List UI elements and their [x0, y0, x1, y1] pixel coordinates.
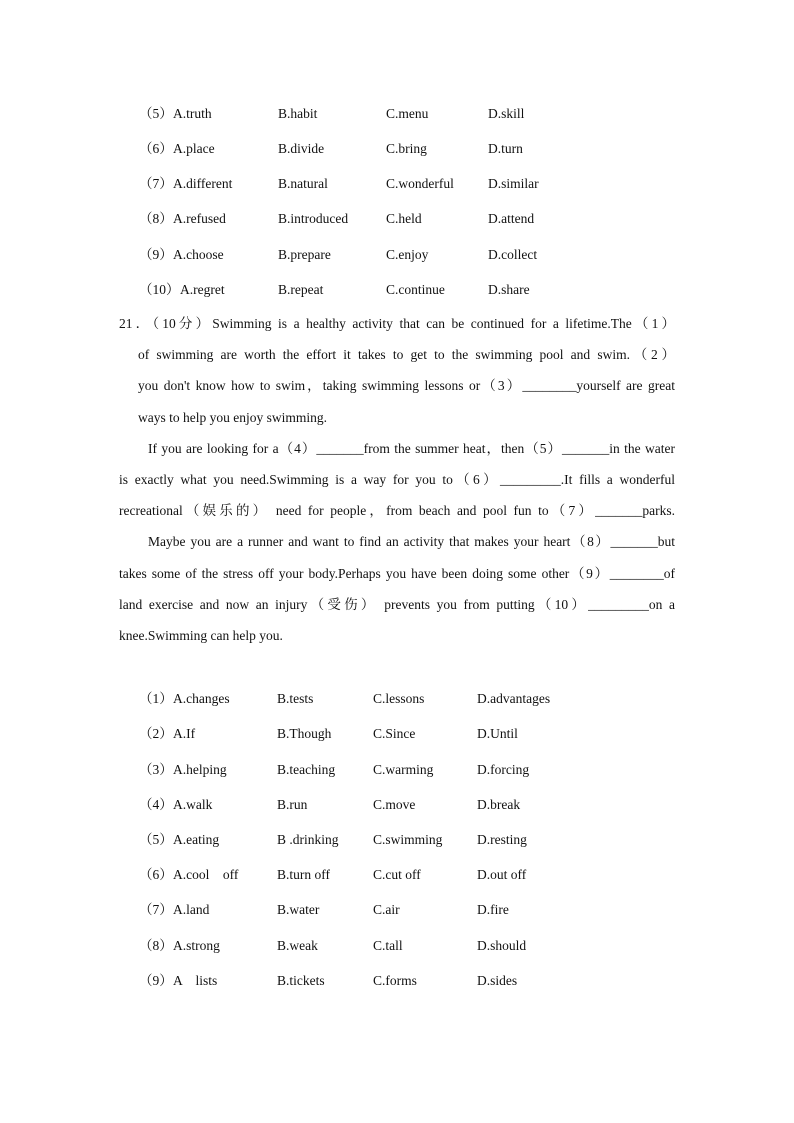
option-number: （8） [139, 211, 173, 226]
option-number: （2） [139, 726, 173, 741]
option-number: （6） [139, 141, 173, 156]
option-c: C.move [373, 797, 416, 812]
option-b: B.repeat [278, 282, 324, 297]
option-a: A.walk [173, 797, 213, 812]
option-c: C.Since [373, 726, 416, 741]
option-row [0, 830, 794, 850]
option-a: A.choose [173, 247, 224, 262]
option-a: A.eating [173, 832, 220, 847]
option-c: C.forms [373, 973, 417, 988]
option-b: B.natural [278, 176, 328, 191]
option-d: D.fire [477, 902, 509, 917]
passage-line: is exactly what you need.Swimming is a way for you to（6）_________.It fills a wonderful [119, 471, 675, 487]
option-c: C.warming [373, 762, 434, 777]
option-number: （7） [139, 902, 173, 917]
option-a: A.regret [180, 282, 225, 297]
option-d: D.advantages [477, 691, 551, 706]
passage-line: you don't know how to swim，taking swimming lessons or（3）________yourself are great [138, 378, 675, 394]
option-d: D.similar [488, 176, 539, 191]
option-b: B.water [277, 902, 320, 917]
option-a: A lists [173, 973, 218, 988]
option-c: C.cut off [373, 867, 421, 882]
option-a: A.helping [173, 762, 227, 777]
passage-line: takes some of the stress off your body.Perhaps you have been doing some other（9）________of [119, 565, 675, 581]
passage-line: If you are looking for a（4）_______from the summer heat，then（5）_______in the water [148, 440, 675, 456]
option-a: A.strong [173, 938, 220, 953]
passage-line: Maybe you are a runner and want to find an activity that makes your heart（8）_______but [148, 534, 675, 550]
passage-line: knee.Swimming can help you. [119, 627, 283, 643]
option-b: B.introduced [278, 211, 349, 226]
option-number: （5） [139, 832, 173, 847]
option-row [0, 245, 794, 265]
option-d: D.out off [477, 867, 527, 882]
q21-passage [119, 308, 675, 651]
option-number: （8） [139, 938, 173, 953]
option-number: （1） [139, 691, 173, 706]
option-c: C.menu [386, 106, 429, 121]
option-row [0, 760, 794, 780]
option-c: C.continue [386, 282, 445, 297]
option-c: C.enjoy [386, 247, 429, 262]
option-number: （4） [139, 797, 173, 812]
option-row [0, 971, 794, 991]
option-row [0, 209, 794, 229]
option-d: D.share [488, 282, 530, 297]
option-row [0, 865, 794, 885]
option-a: A.place [173, 141, 215, 156]
option-row [0, 724, 794, 744]
option-b: B.teaching [277, 762, 336, 777]
option-number: （3） [139, 762, 173, 777]
option-number: （9） [139, 247, 173, 262]
option-d: D.attend [488, 211, 535, 226]
passage-line: recreational（娱乐的） need for people，from beach and pool fun to（7）_______parks. [119, 503, 675, 519]
option-c: C.held [386, 211, 422, 226]
option-b: B .drinking [277, 832, 339, 847]
option-d: D.should [477, 938, 527, 953]
option-a: A.truth [173, 106, 212, 121]
option-d: D.turn [488, 141, 523, 156]
option-number: （5） [139, 106, 173, 121]
option-c: C.tall [373, 938, 403, 953]
option-a: A.land [173, 902, 210, 917]
option-c: C.bring [386, 141, 427, 156]
option-b: B.tests [277, 691, 314, 706]
option-d: D.collect [488, 247, 538, 262]
option-row [0, 104, 794, 124]
option-b: B.divide [278, 141, 325, 156]
option-d: D.skill [488, 106, 525, 121]
option-number: （7） [139, 176, 173, 191]
option-row [0, 174, 794, 194]
option-d: D.break [477, 797, 521, 812]
option-b: B.prepare [278, 247, 331, 262]
option-b: B.weak [277, 938, 318, 953]
option-d: D.sides [477, 973, 518, 988]
option-b: B.turn off [277, 867, 330, 882]
option-a: A.If [173, 726, 196, 741]
option-number: （9） [139, 973, 173, 988]
option-c: C.lessons [373, 691, 425, 706]
option-c: C.air [373, 902, 400, 917]
option-row [0, 139, 794, 159]
option-b: B.habit [278, 106, 318, 121]
option-row [0, 280, 794, 300]
option-row [0, 689, 794, 709]
option-row [0, 900, 794, 920]
passage-line: of swimming are worth the effort it takes to get to the swimming pool and swim.（2） [138, 347, 675, 363]
option-b: B.Though [277, 726, 332, 741]
option-row [0, 936, 794, 956]
option-a: A.different [173, 176, 233, 191]
option-row [0, 795, 794, 815]
option-b: B.run [277, 797, 308, 812]
option-a: A.refused [173, 211, 226, 226]
option-number: （6） [139, 867, 173, 882]
option-b: B.tickets [277, 973, 325, 988]
option-a: A.cool off [173, 867, 239, 882]
option-d: D.forcing [477, 762, 530, 777]
option-d: D.Until [477, 726, 518, 741]
option-c: C.swimming [373, 832, 443, 847]
option-d: D.resting [477, 832, 527, 847]
passage-line: 21．（10分）Swimming is a healthy activity that can be continued for a lifetime.The（1） [119, 316, 675, 331]
passage-line: land exercise and now an injury（受伤） prevents you from putting（10）_________on a [119, 596, 675, 612]
option-number: （10） [139, 282, 180, 297]
option-a: A.changes [173, 691, 230, 706]
option-c: C.wonderful [386, 176, 454, 191]
passage-line: ways to help you enjoy swimming. [138, 409, 327, 425]
